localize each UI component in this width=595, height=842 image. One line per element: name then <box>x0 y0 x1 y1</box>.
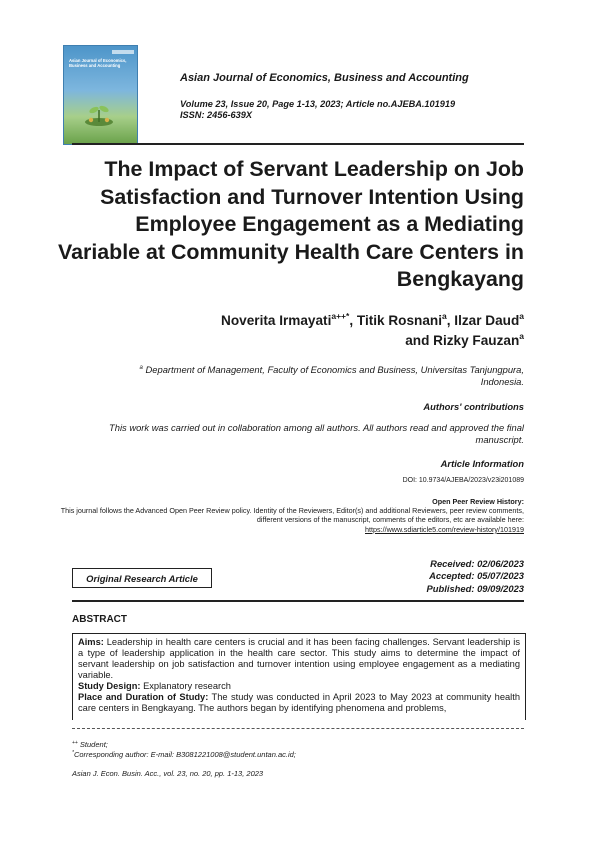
issn: ISSN: 2456-639X <box>180 110 253 120</box>
author-name: Titik Rosnani <box>356 313 442 328</box>
affiliation <box>104 364 524 388</box>
author-name: Noverita Irmayati <box>221 313 332 328</box>
place-text: The study was conducted in April 2023 to May 2023 at community health care centers in Bengkayang. The authors began by identifying phenomena and problems, <box>78 692 520 713</box>
abstract-place <box>73 692 525 714</box>
article-dates <box>427 558 524 595</box>
affiliation-mark: a <box>139 365 143 371</box>
journal-name: Asian Journal of Economics, Business and Accounting <box>180 72 469 84</box>
affiliation-text: Department of Management, Faculty of Economics and Business, Universitas Tanjungpura, Indonesia. <box>145 364 524 387</box>
footnote-text: Corresponding author: E-mail: B3081221008@student.untan.ac.id; <box>73 750 296 759</box>
cover-badge <box>64 48 137 58</box>
article-type: Original Research Article <box>86 572 198 584</box>
abstract-aims <box>73 634 525 681</box>
seedling-icon <box>82 98 116 126</box>
article-info-heading: Article Information <box>440 458 524 469</box>
abstract-design <box>73 681 525 692</box>
author-affiliation-mark: a <box>442 311 447 321</box>
volume-info: Volume 23, Issue 20, Page 1-13, 2023; Article no.AJEBA.101919 <box>180 99 456 109</box>
footnote-corresponding <box>72 750 296 759</box>
accepted-date: Accepted: 05/07/2023 <box>429 570 524 582</box>
doi: DOI: 10.9734/AJEBA/2023/v23i201089 <box>402 477 524 484</box>
author-affiliation-mark: a <box>519 311 524 321</box>
article-type-box <box>72 568 212 588</box>
author-affiliation-mark: a <box>519 331 524 341</box>
journal-cover-image <box>63 45 138 145</box>
author-separator: , <box>446 313 455 328</box>
author-name: and Rizky Fauzan <box>405 333 520 348</box>
design-label: Study Design: <box>78 681 141 691</box>
abstract-divider <box>72 600 524 602</box>
peer-review-heading: Open Peer Review History: <box>432 497 524 506</box>
abstract-heading: ABSTRACT <box>72 614 127 625</box>
author-list <box>104 311 524 351</box>
abstract-box <box>72 633 526 720</box>
aims-text: Leadership in health care centers is crucial and it has been facing challenges. Servant leadership is a type of leadership application in the health care sector. This study aims to determine the impact of servant leadership on job satisfaction and turnover intention using employee engagement as a mediating variable. <box>78 637 520 680</box>
aims-label: Aims: <box>78 637 104 647</box>
footnote-mark: * <box>72 750 74 756</box>
peer-review-text <box>54 506 524 534</box>
header-divider <box>72 143 524 145</box>
peer-review-history-link[interactable]: https://www.sdiarticle5.com/review-history/101919 <box>365 524 524 534</box>
cover-title: Asian Journal of Economics, Business and Accounting <box>69 58 127 68</box>
author-affiliation-mark: a++* <box>331 311 350 321</box>
place-label: Place and Duration of Study: <box>78 692 209 702</box>
published-date: Published: 09/09/2023 <box>426 582 524 594</box>
contributions-heading: Authors' contributions <box>423 401 524 412</box>
peer-review-description: This journal follows the Advanced Open Peer Review policy. Identity of the Reviewers, Editor(s) and additional Reviewers, peer review comments, different versions of the manuscript, comments of the editors, etc are available here: <box>60 506 524 525</box>
paper-title: The Impact of Servant Leadership on Job Satisfaction and Turnover Intention Using Employee Engagement as a Mediating Variable at Community Health Care Centers in Bengkayang <box>58 157 524 291</box>
author-name: Ilzar Daud <box>454 313 520 328</box>
author-separator: , <box>349 313 357 328</box>
design-text: Explanatory research <box>140 681 231 691</box>
page-footer-citation: Asian J. Econ. Busin. Acc., vol. 23, no. 20, pp. 1-13, 2023 <box>72 769 264 778</box>
footnote-mark: ++ <box>72 740 78 746</box>
footnote-divider <box>72 728 524 729</box>
footnote-student <box>72 740 108 749</box>
footnote-text: Student; <box>77 740 108 749</box>
received-date: Received: 02/06/2023 <box>430 558 524 569</box>
contributions-text: This work was carried out in collaboration among all authors. All authors read and approved the final manuscript. <box>109 422 524 445</box>
